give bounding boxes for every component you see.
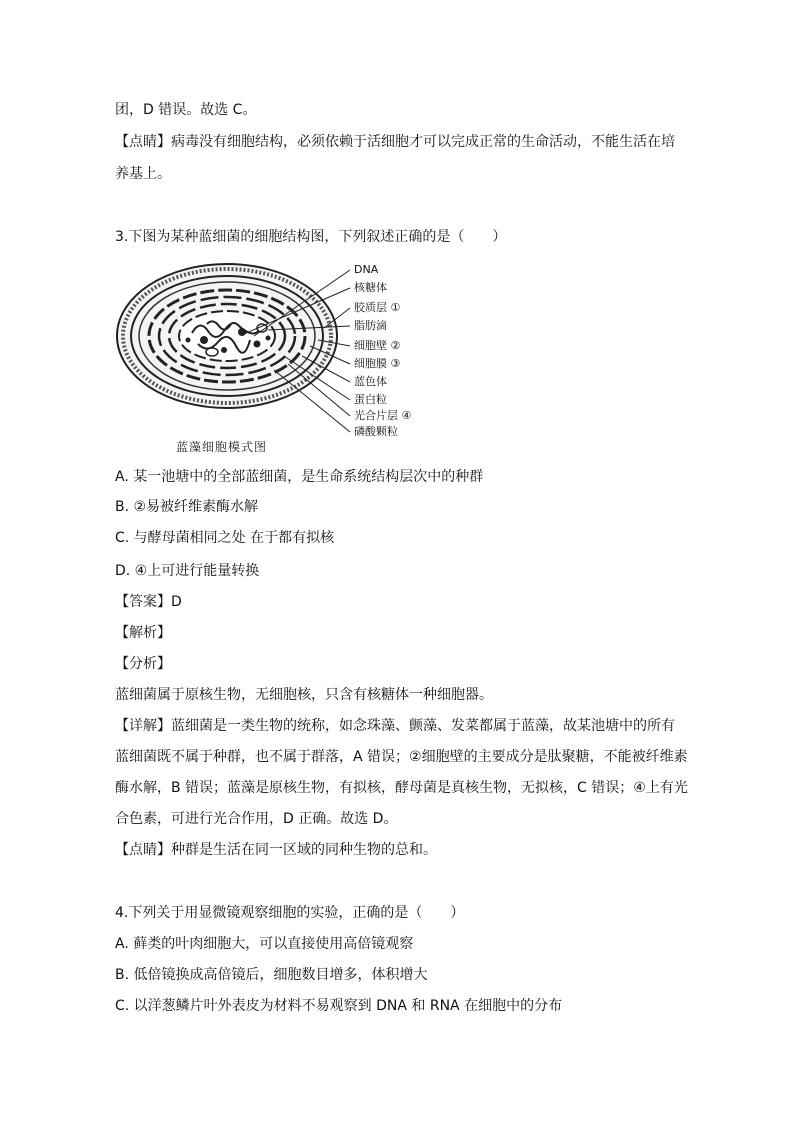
label-cell-wall: 细胞壁 ② xyxy=(354,339,401,352)
figure-caption: 蓝藻细胞模式图 xyxy=(176,440,268,454)
q4-option-a: A. 藓类的叶肉细胞大，可以直接使用高倍镜观察 xyxy=(115,936,414,952)
text-line: 团，D 错误。故选 C。 xyxy=(115,102,257,118)
detail-line: 蓝细菌既不属于种群，也不属于群落，A 错误；②细胞壁的主要成分是肽聚糖，不能被纤维素 xyxy=(115,749,688,765)
label-photosynthetic-lamella: 光合片层 ④ xyxy=(354,409,412,422)
option-a: A. 某一池塘中的全部蓝细菌，是生命系统结构层次中的种群 xyxy=(115,469,484,485)
detail-line: 酶水解，B 错误；蓝藻是原核生物，有拟核，酵母菌是真核生物，无拟核，C 错误；④上有光 xyxy=(115,780,688,796)
label-protein-granule: 蛋白粒 xyxy=(354,393,387,406)
detail-line: 合色素，可进行光合作用，D 正确。故选 D。 xyxy=(115,811,398,827)
label-phosphate-granule: 磷酸颗粒 xyxy=(354,425,398,438)
option-c: C. 与酵母菌相同之处 在于都有拟核 xyxy=(115,530,335,546)
label-ribosome: 核糖体 xyxy=(354,281,387,294)
analysis-heading: 【解析】 xyxy=(115,625,171,641)
answer: 【答案】D xyxy=(115,594,182,610)
label-gel-layer: 胶质层 ① xyxy=(354,301,401,314)
option-b: B. ②易被纤维素酶水解 xyxy=(115,499,259,515)
label-dna: DNA xyxy=(354,263,379,276)
detail-line: 【详解】蓝细菌是一类生物的统称，如念珠藻、颤藻、发菜都属于蓝藻，故某池塘中的所有 xyxy=(115,718,675,734)
breakdown-text: 蓝细菌属于原核生物，无细胞核，只含有核糖体一种细胞器。 xyxy=(115,687,493,703)
question-4: 4.下列关于用显微镜观察细胞的实验，正确的是（ ） xyxy=(115,905,465,921)
option-d: D. ④上可进行能量转换 xyxy=(115,563,260,579)
breakdown-heading: 【分析】 xyxy=(115,656,171,672)
label-cell-membrane: 细胞膜 ③ xyxy=(354,357,401,370)
cyanobacteria-diagram xyxy=(112,258,432,460)
label-lipid-droplet: 脂肪滴 xyxy=(354,319,387,332)
label-blue-body: 蓝色体 xyxy=(354,375,387,388)
text-line: 养基上。 xyxy=(115,166,171,182)
text-line: 【点睛】病毒没有细胞结构，必须依赖于活细胞才可以完成正常的生命活动，不能生活在培 xyxy=(115,134,675,150)
cell-structure-svg xyxy=(112,258,432,460)
q4-option-b: B. 低倍镜换成高倍镜后，细胞数目增多，体积增大 xyxy=(115,967,428,983)
question-3: 3.下图为某种蓝细菌的细胞结构图，下列叙述正确的是（ ） xyxy=(115,229,507,245)
key-point: 【点睛】种群是生活在同一区域的同种生物的总和。 xyxy=(115,842,437,858)
q4-option-c: C. 以洋葱鳞片叶外表皮为材料不易观察到 DNA 和 RNA 在细胞中的分布 xyxy=(115,998,563,1014)
